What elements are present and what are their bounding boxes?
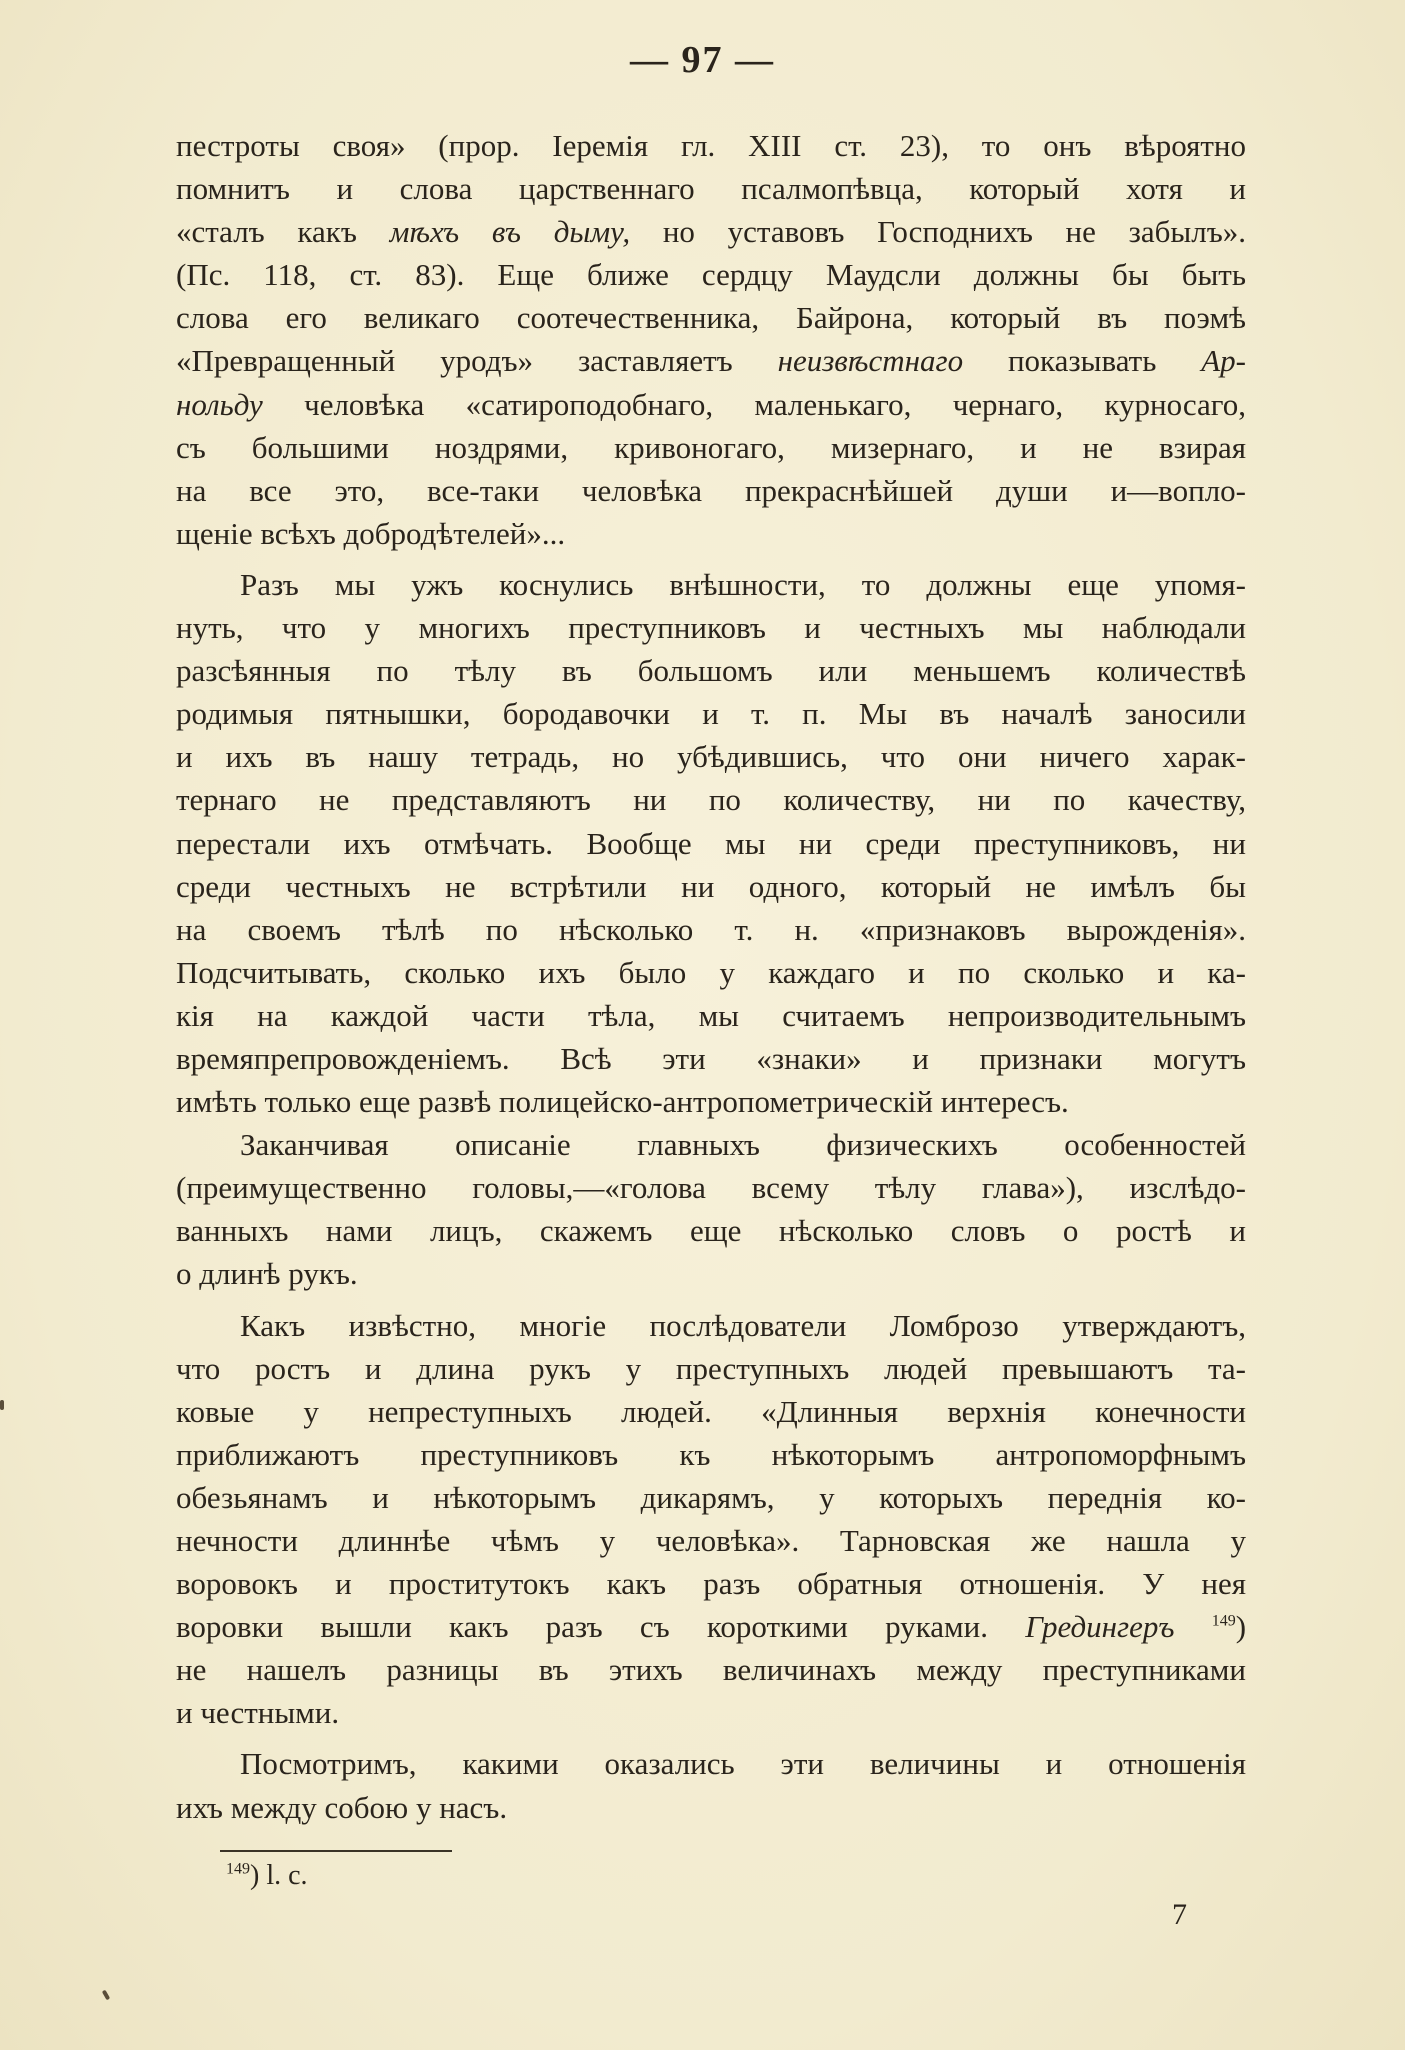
text-line: на своемъ тѣлѣ по нѣсколько т. н. «признаковъ вырожденія».: [176, 911, 1246, 947]
text-line: Какъ извѣстно, многіе послѣдователи Ломброзо утверждаютъ,: [240, 1307, 1246, 1343]
text-line: приближаютъ преступниковъ къ нѣкоторымъ антропоморфнымъ: [176, 1436, 1246, 1472]
text-line: обезьянамъ и нѣкоторымъ дикарямъ, у которыхъ переднія ко-: [176, 1479, 1246, 1515]
text-line: (преимущественно головы,—«голова всему тѣлу глава»), изслѣдо-: [176, 1170, 1246, 1206]
italic-phrase: нольду: [176, 386, 263, 422]
text-line: помнитъ и слова царственнаго псалмопѣвца, который хотя и: [176, 171, 1246, 207]
text-line: и ихъ въ нашу тетрадь, но убѣдившись, что они ничего харак-: [176, 739, 1246, 775]
text-line: на все это, все-таки человѣка прекраснѣйшей души и—вопло-: [176, 472, 1246, 508]
text-line: воровокъ и проститутокъ какъ разъ обратныя отношенія. У нея: [176, 1566, 1246, 1602]
text-line: съ большими ноздрями, кривоногаго, мизернаго, и не взирая: [176, 429, 1246, 465]
footnote-divider: [220, 1850, 452, 1852]
margin-mark: [0, 1400, 4, 1410]
text-line: родимыя пятнышки, бородавочки и т. п. Мы въ началѣ заносили: [176, 696, 1246, 732]
text-line: перестали ихъ отмѣчать. Вообще мы ни среди преступниковъ, ни: [176, 825, 1246, 861]
text-line: кія на каждой части тѣла, мы считаемъ непроизводительнымъ: [176, 997, 1246, 1033]
text-line: что ростъ и длина рукъ у преступныхъ людей превышаютъ та-: [176, 1350, 1246, 1386]
text-line: Подсчитывать, сколько ихъ было у каждаго и по сколько и ка-: [176, 954, 1246, 990]
text-line: щеніе всѣхъ добродѣтелей»...: [176, 515, 566, 551]
italic-phrase: неизвѣстнаго: [777, 343, 964, 379]
text-line: о длинѣ рукъ.: [176, 1256, 358, 1292]
text-line: «сталъ какъ мѣхъ въ дыму, но уставовъ Господнихъ не забылъ».: [176, 214, 1246, 250]
footnote: $^{149}$) l. c.: [226, 1860, 308, 1891]
italic-phrase: мѣхъ въ дыму,: [389, 214, 631, 250]
text-line: воровки вышли какъ разъ съ короткими руками. Гредингеръ $^{149}$): [176, 1609, 1247, 1645]
text-line: ихъ между собою у насъ.: [176, 1789, 508, 1825]
text-line: «Превращенный уродъ» заставляетъ неизвѣстнаго показывать Ар-: [176, 343, 1246, 379]
text-line: пестроты своя» (прор. Іеремія гл. XIII ст. 23), то онъ вѣроятно: [176, 128, 1246, 163]
footnote-number: 149: [226, 1860, 250, 1878]
text-line: среди честныхъ не встрѣтили ни одного, который не имѣлъ бы: [176, 868, 1246, 904]
body-text: [176, 124, 1246, 1829]
text-line: разсѣянныя по тѣлу въ большомъ или меньшемъ количествѣ: [176, 653, 1246, 689]
text-line: времяпрепровожденіемъ. Всѣ эти «знаки» и признаки могутъ: [176, 1040, 1246, 1076]
page-number: — 97 —: [630, 39, 775, 81]
text-line: и честными.: [176, 1695, 340, 1731]
footnote-ref: 149: [1211, 1612, 1236, 1630]
text-line: Заканчивая описаніе главныхъ физическихъ особенностей: [240, 1127, 1246, 1163]
text-line: нечности длиннѣе чѣмъ у человѣка». Тарновская же нашла у: [176, 1523, 1246, 1558]
text-line: нольду человѣка «сатироподобнаго, маленькаго, чернаго, курносаго,: [176, 386, 1246, 422]
author-name: Гредингеръ: [1025, 1609, 1175, 1645]
text-line: нуть, что у многихъ преступниковъ и честныхъ мы наблюдали: [176, 610, 1246, 646]
text-line: тернаго не представляютъ ни по количеству, ни по качеству,: [176, 782, 1246, 818]
text-line: не нашелъ разницы въ этихъ величинахъ между преступниками: [176, 1652, 1246, 1688]
text-line: ванныхъ нами лицъ, скажемъ еще нѣсколько словъ о ростѣ и: [176, 1213, 1246, 1249]
text-line: Разъ мы ужъ коснулись внѣшности, то должны еще упомя-: [240, 566, 1246, 602]
text-line: слова его великаго соотечественника, Байрона, который въ поэмѣ: [176, 300, 1246, 336]
signature-mark: 7: [1172, 1898, 1187, 1931]
margin-mark: [102, 1990, 110, 2001]
text-line: (Пс. 118, ст. 83). Еще ближе сердцу Маудсли должны бы быть: [176, 257, 1246, 293]
text-line: Посмотримъ, какими оказались эти величины и отношенія: [240, 1746, 1246, 1782]
text-line: ковые у непреступныхъ людей. «Длинныя верхнія конечности: [176, 1393, 1246, 1429]
italic-phrase: Ар-: [1201, 343, 1246, 379]
text-line: имѣть только еще развѣ полицейско-антропометрическій интересъ.: [176, 1084, 1069, 1120]
